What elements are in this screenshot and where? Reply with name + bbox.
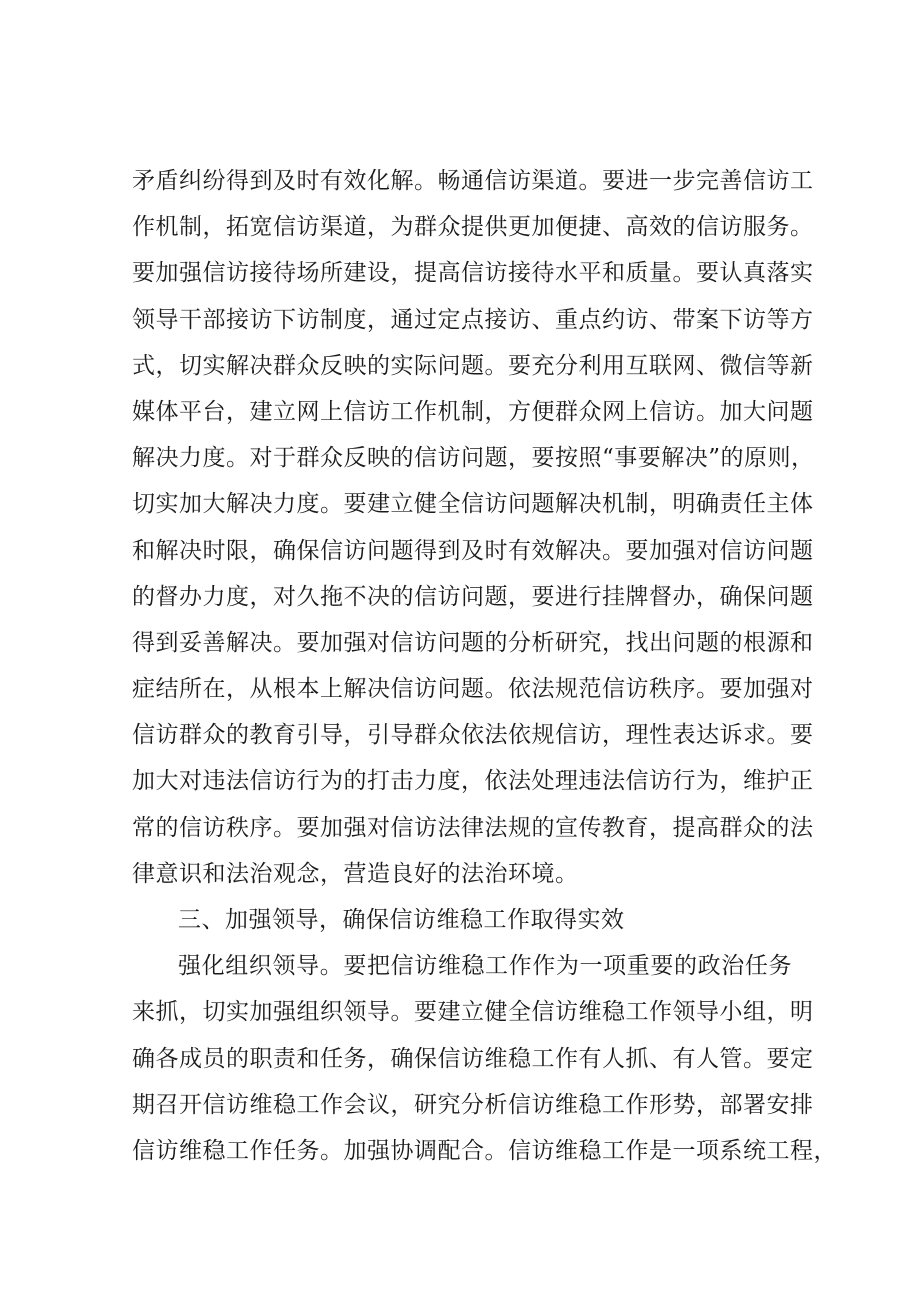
text-line: 确各成员的职责和任务，确保信访维稳工作有人抓、有人管。要定: [132, 1045, 814, 1072]
text-line: 常的信访秩序。要加强对信访法律法规的宣传教育，提高群众的法: [132, 814, 814, 841]
text-line: 的督办力度，对久拖不决的信访问题，要进行挂牌督办，确保问题: [132, 583, 814, 610]
text-line: 症结所在，从根本上解决信访问题。依法规范信访秩序。要加强对: [132, 676, 814, 703]
document-body: [132, 158, 837, 1174]
text-line: 领导干部接访下访制度，通过定点接访、重点约访、带案下访等方: [132, 306, 814, 333]
text-line: 律意识和法治观念，营造良好的法治环境。: [132, 860, 579, 887]
text-line: 加大对违法信访行为的打击力度，依法处理违法信访行为，维护正: [132, 768, 814, 795]
text-line: 式，切实解决群众反映的实际问题。要充分利用互联网、微信等新: [132, 352, 814, 379]
text-line: 信访维稳工作任务。加强协调配合。信访维稳工作是一项系统工程，: [132, 1137, 837, 1164]
text-line: 媒体平台，建立网上信访工作机制，方便群众网上信访。加大问题: [132, 398, 814, 425]
text-line: 强化组织领导。要把信访维稳工作作为一项重要的政治任务: [178, 953, 792, 980]
paragraph: [132, 158, 815, 897]
text-line: 切实加大解决力度。要建立健全信访问题解决机制，明确责任主体: [132, 491, 814, 518]
text-line: 期召开信访维稳工作会议，研究分析信访维稳工作形势，部署安排: [132, 1091, 814, 1118]
text-line: 得到妥善解决。要加强对信访问题的分析研究，找出问题的根源和: [132, 629, 814, 656]
text-line: 矛盾纠纷得到及时有效化解。畅通信访渠道。要进一步完善信访工: [132, 168, 814, 194]
section-heading: 三、加强领导，确保信访维稳工作取得实效: [178, 907, 625, 933]
paragraph: [132, 943, 837, 1174]
text-line: 和解决时限，确保信访问题得到及时有效解决。要加强对信访问题: [132, 537, 814, 564]
text-line: 解决力度。对于群众反映的信访问题，要按照“事要解决”的原则，: [132, 445, 815, 472]
text-line: 要加强信访接待场所建设，提高信访接待水平和质量。要认真落实: [132, 260, 814, 287]
text-line: 来抓，切实加强组织领导。要建立健全信访维稳工作领导小组，明: [132, 999, 814, 1026]
text-line: 作机制，拓宽信访渠道，为群众提供更加便捷、高效的信访服务。: [132, 214, 814, 241]
text-line: 信访群众的教育引导，引导群众依法依规信访，理性表达诉求。要: [132, 722, 814, 749]
